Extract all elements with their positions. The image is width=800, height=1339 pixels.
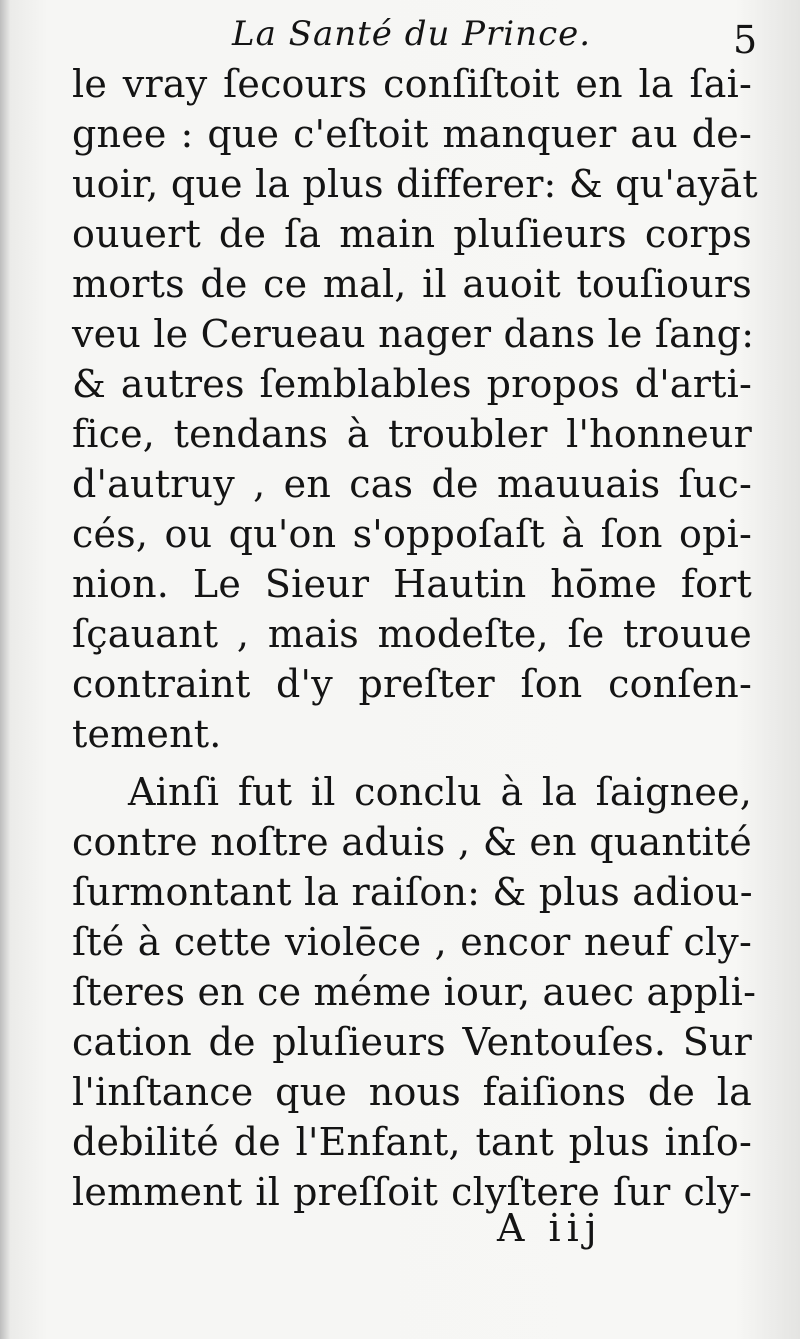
text-line: & autres ſemblables propos d'arti-	[72, 362, 752, 406]
text-line: ſteres en ce méme iour, auec appli-	[72, 970, 757, 1014]
text-line: fice, tendans à troubler l'honneur	[72, 412, 752, 456]
text-line: debilité de l'Enfant, tant plus inſo-	[72, 1120, 752, 1164]
page-number: 5	[733, 18, 758, 62]
paragraph-first-line: Ainſi fut il conclu à la ſaignee,	[128, 770, 752, 814]
running-head: La Santé du Prince.	[232, 14, 592, 54]
text-line: le vray ſecours conſiſtoit en la ſai-	[72, 62, 752, 106]
page-gutter-shadow	[0, 0, 10, 1339]
text-line: nion. Le Sieur Hautin hōme fort	[72, 562, 752, 606]
text-line: lemment il preſſoit clyſtere ſur cly-	[72, 1170, 752, 1214]
text-line: ouuert de ſa main pluſieurs corps	[72, 212, 752, 256]
text-line: veu le Cerueau nager dans le ſang:	[72, 312, 755, 356]
text-line: d'autruy , en cas de mauuais ſuc-	[72, 462, 752, 506]
text-line: l'inſtance que nous faiſions de la	[72, 1070, 752, 1114]
text-line: cés, ou qu'on s'oppoſaſt à ſon opi-	[72, 512, 752, 556]
text-line: ſurmontant la raiſon: & plus adiou-	[72, 870, 753, 914]
text-line: gnee : que c'eſtoit manquer au de-	[72, 112, 752, 156]
text-line: morts de ce mal, il auoit touſiours	[72, 262, 752, 306]
text-line: cation de pluſieurs Ventouſes. Sur	[72, 1020, 752, 1064]
text-line: ſté à cette violēce , encor neuf cly-	[72, 920, 752, 964]
text-line: ſçauant , mais modeſte, ſe trouue	[72, 612, 752, 656]
text-line: contraint d'y preſter ſon conſen-	[72, 662, 752, 706]
text-line: contre noſtre aduis , & en quantité	[72, 820, 752, 864]
text-line: uoir, que la plus differer: & qu'ayāt	[72, 162, 758, 206]
text-line: tement.	[72, 712, 222, 756]
signature-mark: A iij	[497, 1206, 603, 1250]
